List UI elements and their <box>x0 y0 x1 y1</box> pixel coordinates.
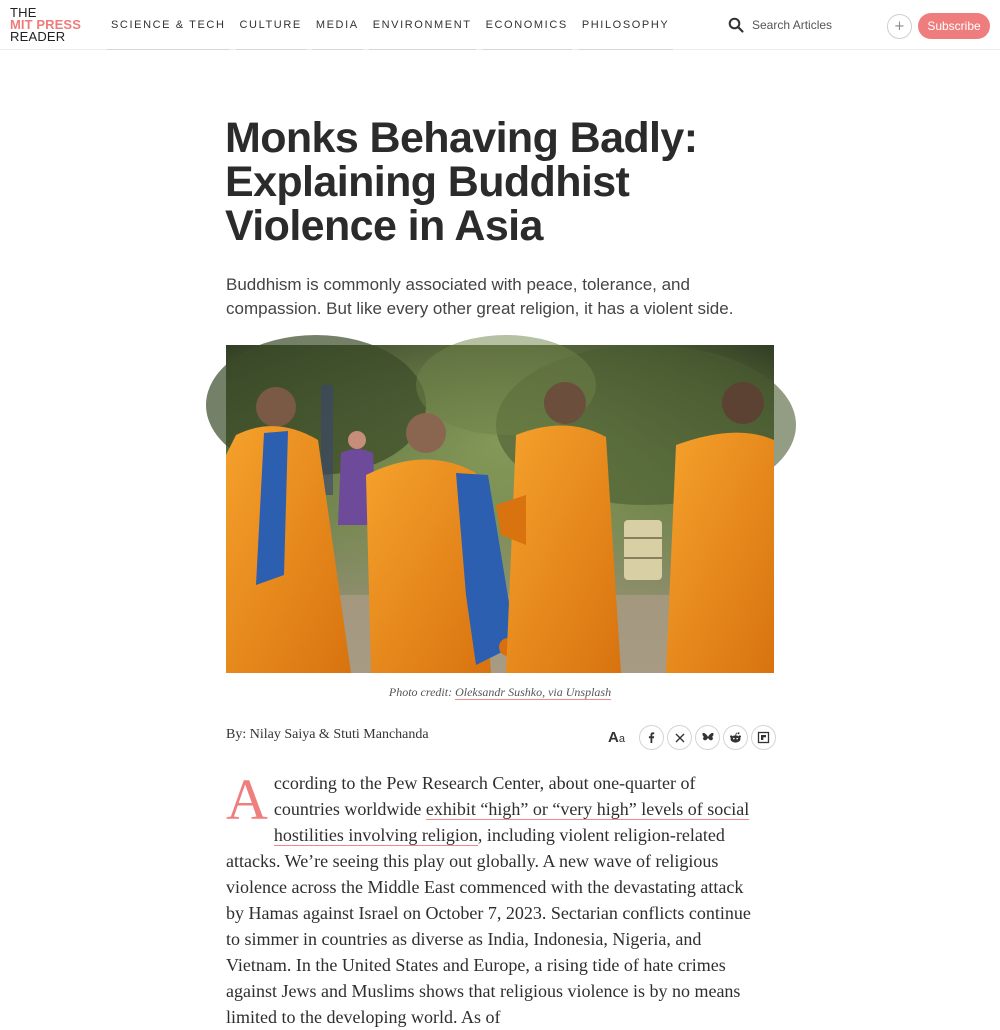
article-title: Monks Behaving Badly: Explaining Buddhist Violence in Asia <box>225 114 698 250</box>
share-bar <box>608 725 776 750</box>
share-reddit-button[interactable] <box>723 725 748 750</box>
body-text-1: ccording to the Pew Research Center, about one-quarter of countries worldwide <box>273 773 696 819</box>
article-body <box>226 767 762 1030</box>
text-size-label-small: a <box>618 733 625 745</box>
logo-line-1: THE <box>10 5 37 20</box>
photo-credit-link[interactable]: Oleksandr Sushko, via Unsplash <box>455 685 612 699</box>
article-dek: Buddhism is commonly associated with peace, tolerance, and compassion. But like every other great religion, it has a violent side. <box>226 275 734 318</box>
text-size-label: A <box>608 729 619 746</box>
facebook-icon <box>646 732 657 743</box>
subscribe-button[interactable]: Subscribe <box>918 13 990 39</box>
article-byline: By: Nilay Saiya & Stuti Manchanda <box>226 727 429 742</box>
nav-item-science-tech[interactable]: SCIENCE & TECH <box>104 0 233 50</box>
search-input[interactable] <box>752 14 872 36</box>
bluesky-icon <box>702 732 714 743</box>
flipboard-icon <box>758 732 769 743</box>
share-bluesky-button[interactable] <box>695 725 720 750</box>
reddit-icon <box>729 732 742 743</box>
nav-item-culture[interactable]: CULTURE <box>233 0 309 50</box>
nav-item-philosophy[interactable]: PHILOSOPHY <box>575 0 677 50</box>
nav-item-environment[interactable]: ENVIRONMENT <box>366 0 479 50</box>
drop-cap: A <box>226 767 268 832</box>
photo-credit <box>226 685 774 700</box>
logo-line-2: MIT PRESS <box>10 17 81 32</box>
text-size-button[interactable] <box>608 729 630 746</box>
body-text-2: , including violent religion-related attacks. We’re seeing this play out globally. A new wave of religious violence across the Middle East commenced with the devastating attack by Hamas against Israel on October 7, 2023. Sectarian conflicts continue to simmer in countries as diverse as India, Indonesia, Nigeria, and Vietnam. In the United States and Europe, a rising tide of hate crimes against Jews and Muslims shows that religious violence is by no means limited to the developing world. As of <box>226 825 751 1027</box>
main-nav <box>104 0 676 50</box>
pew-research-link[interactable]: exhibit “high” or “very high” levels of social hostilities involving religion <box>273 799 750 845</box>
nav-item-media[interactable]: MEDIA <box>309 0 366 50</box>
share-x-button[interactable] <box>667 725 692 750</box>
site-logo[interactable] <box>10 7 81 43</box>
share-facebook-button[interactable] <box>639 725 664 750</box>
hero-image <box>226 345 774 673</box>
add-button[interactable]: + <box>887 14 912 39</box>
search-icon[interactable] <box>728 17 744 33</box>
nav-item-economics[interactable]: ECONOMICS <box>479 0 575 50</box>
photo-credit-prefix: Photo credit: <box>388 685 456 699</box>
share-flipboard-button[interactable] <box>751 725 776 750</box>
x-icon <box>675 733 685 743</box>
logo-line-3: READER <box>10 29 66 44</box>
site-header <box>0 0 1000 50</box>
